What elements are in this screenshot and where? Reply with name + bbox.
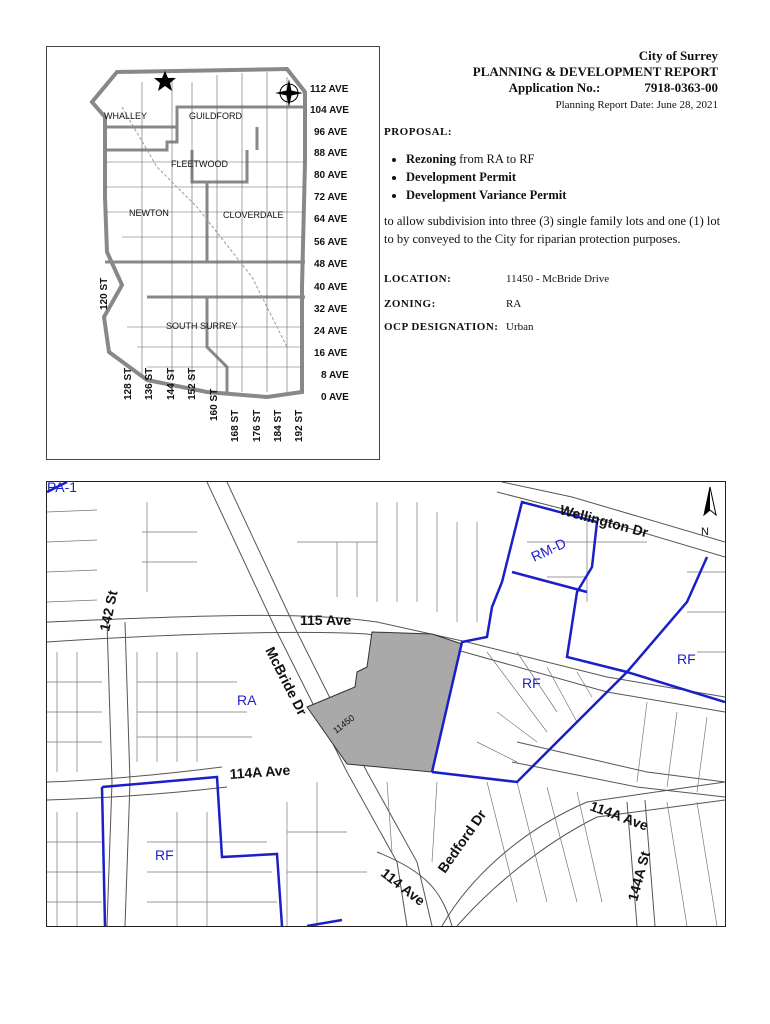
- proposal-list: [384, 150, 724, 204]
- street-wellington: Wellington Dr: [558, 501, 651, 541]
- report-date: Planning Report Date: June 28, 2021: [555, 99, 718, 111]
- star-icon: [154, 71, 176, 91]
- ave-label: 8 AVE: [321, 370, 349, 381]
- ave-label: 112 AVE: [310, 84, 349, 95]
- street-115-ave: 115 Ave: [300, 612, 352, 628]
- street-bedford: Bedford Dr: [434, 806, 490, 876]
- application-line: [384, 80, 718, 96]
- area-label-cloverdale: CLOVERDALE: [223, 210, 284, 220]
- ave-label: 80 AVE: [314, 170, 348, 181]
- location-value: 11450 - McBride Drive: [506, 273, 610, 285]
- proposal-item-bold: Rezoning: [406, 152, 456, 166]
- ocp-label: OCP DESIGNATION:: [384, 321, 499, 333]
- street-label: 128 ST: [123, 367, 134, 400]
- zone-label-rf-center: RF: [522, 675, 541, 691]
- overview-map-drawing: [47, 47, 379, 459]
- location-row: [384, 273, 724, 285]
- zone-label-rf-right: RF: [677, 651, 696, 667]
- street-label: 136 ST: [144, 367, 155, 400]
- ave-label: 96 AVE: [314, 127, 348, 138]
- north-arrow-icon: [704, 487, 716, 515]
- ave-label: 88 AVE: [314, 148, 348, 159]
- street-label: 120 ST: [99, 277, 110, 310]
- zoning-map: [46, 481, 726, 927]
- zoning-row: [384, 298, 724, 310]
- zone-label-ra: RA: [237, 692, 257, 708]
- ave-label: 32 AVE: [314, 304, 348, 315]
- zoning-label: ZONING:: [384, 298, 436, 310]
- ave-label: 16 AVE: [314, 348, 348, 359]
- street-114-ave: 114 Ave: [378, 864, 429, 909]
- street-mcbride: McBride Dr: [262, 644, 311, 718]
- area-label-south-surrey: SOUTH SURREY: [166, 321, 238, 331]
- street-142-st: 142 St: [96, 588, 121, 633]
- report-header: [384, 48, 718, 111]
- proposal-item: [406, 150, 724, 168]
- application-label: Application No.:: [508, 80, 601, 95]
- city-name: City of Surrey: [638, 48, 718, 63]
- proposal-description: to allow subdivision into three (3) single family lots and one (1) lot to by conveyed to the City for riparian protection purposes.: [384, 214, 721, 246]
- ave-label: 72 AVE: [314, 192, 348, 203]
- proposal-heading: PROPOSAL:: [384, 126, 453, 138]
- proposal-item: [406, 186, 724, 204]
- ave-label: 64 AVE: [314, 214, 348, 225]
- zone-label-pa1: PA-1: [47, 482, 78, 495]
- zone-label-rmd: RM-D: [528, 534, 569, 565]
- area-label-fleetwood: FLEETWOOD: [171, 159, 229, 169]
- site-address-label: 11450: [331, 712, 357, 736]
- application-number: 7918-0363-00: [644, 80, 718, 95]
- ave-label: 24 AVE: [314, 326, 348, 337]
- subject-site: [307, 632, 462, 772]
- ave-label: 56 AVE: [314, 237, 348, 248]
- proposal-item-bold: Development Variance Permit: [406, 188, 567, 202]
- ocp-row: [384, 321, 724, 333]
- street-label: 184 ST: [273, 409, 284, 442]
- proposal-item-bold: Development Permit: [406, 170, 517, 184]
- area-label-guildford: GUILDFORD: [189, 111, 243, 121]
- ave-label: 48 AVE: [314, 259, 348, 270]
- ave-label: 40 AVE: [314, 282, 348, 293]
- street-label: 176 ST: [252, 409, 263, 442]
- zoning-value: RA: [506, 298, 522, 310]
- overview-map: [46, 46, 380, 460]
- proposal-item-text: from RA to RF: [456, 152, 535, 166]
- area-boundaries: [105, 107, 305, 392]
- street-label: 160 ST: [209, 388, 220, 421]
- street-label: 192 ST: [294, 409, 305, 442]
- location-label: LOCATION:: [384, 273, 452, 285]
- area-label-newton: NEWTON: [129, 208, 169, 218]
- street-114a-ave-right: 114A Ave: [587, 797, 651, 834]
- street-114a-ave-left: 114A Ave: [229, 761, 291, 782]
- street-label: 144 ST: [166, 367, 177, 400]
- street-144a-st: 144A St: [624, 849, 654, 903]
- street-label: 152 ST: [187, 367, 198, 400]
- north-label: N: [701, 526, 709, 538]
- zoning-map-drawing: [47, 482, 725, 926]
- report-title: PLANNING & DEVELOPMENT REPORT: [472, 64, 718, 79]
- zone-label-rf-left: RF: [155, 847, 174, 863]
- street-label: 168 ST: [230, 409, 241, 442]
- highway: [122, 107, 287, 347]
- ocp-value: Urban: [506, 321, 534, 333]
- ave-label: 104 AVE: [310, 105, 349, 116]
- area-label-whalley: WHALLEY: [104, 111, 148, 121]
- proposal-section: [384, 126, 724, 248]
- ave-label: 0 AVE: [321, 392, 349, 403]
- proposal-item: [406, 168, 724, 186]
